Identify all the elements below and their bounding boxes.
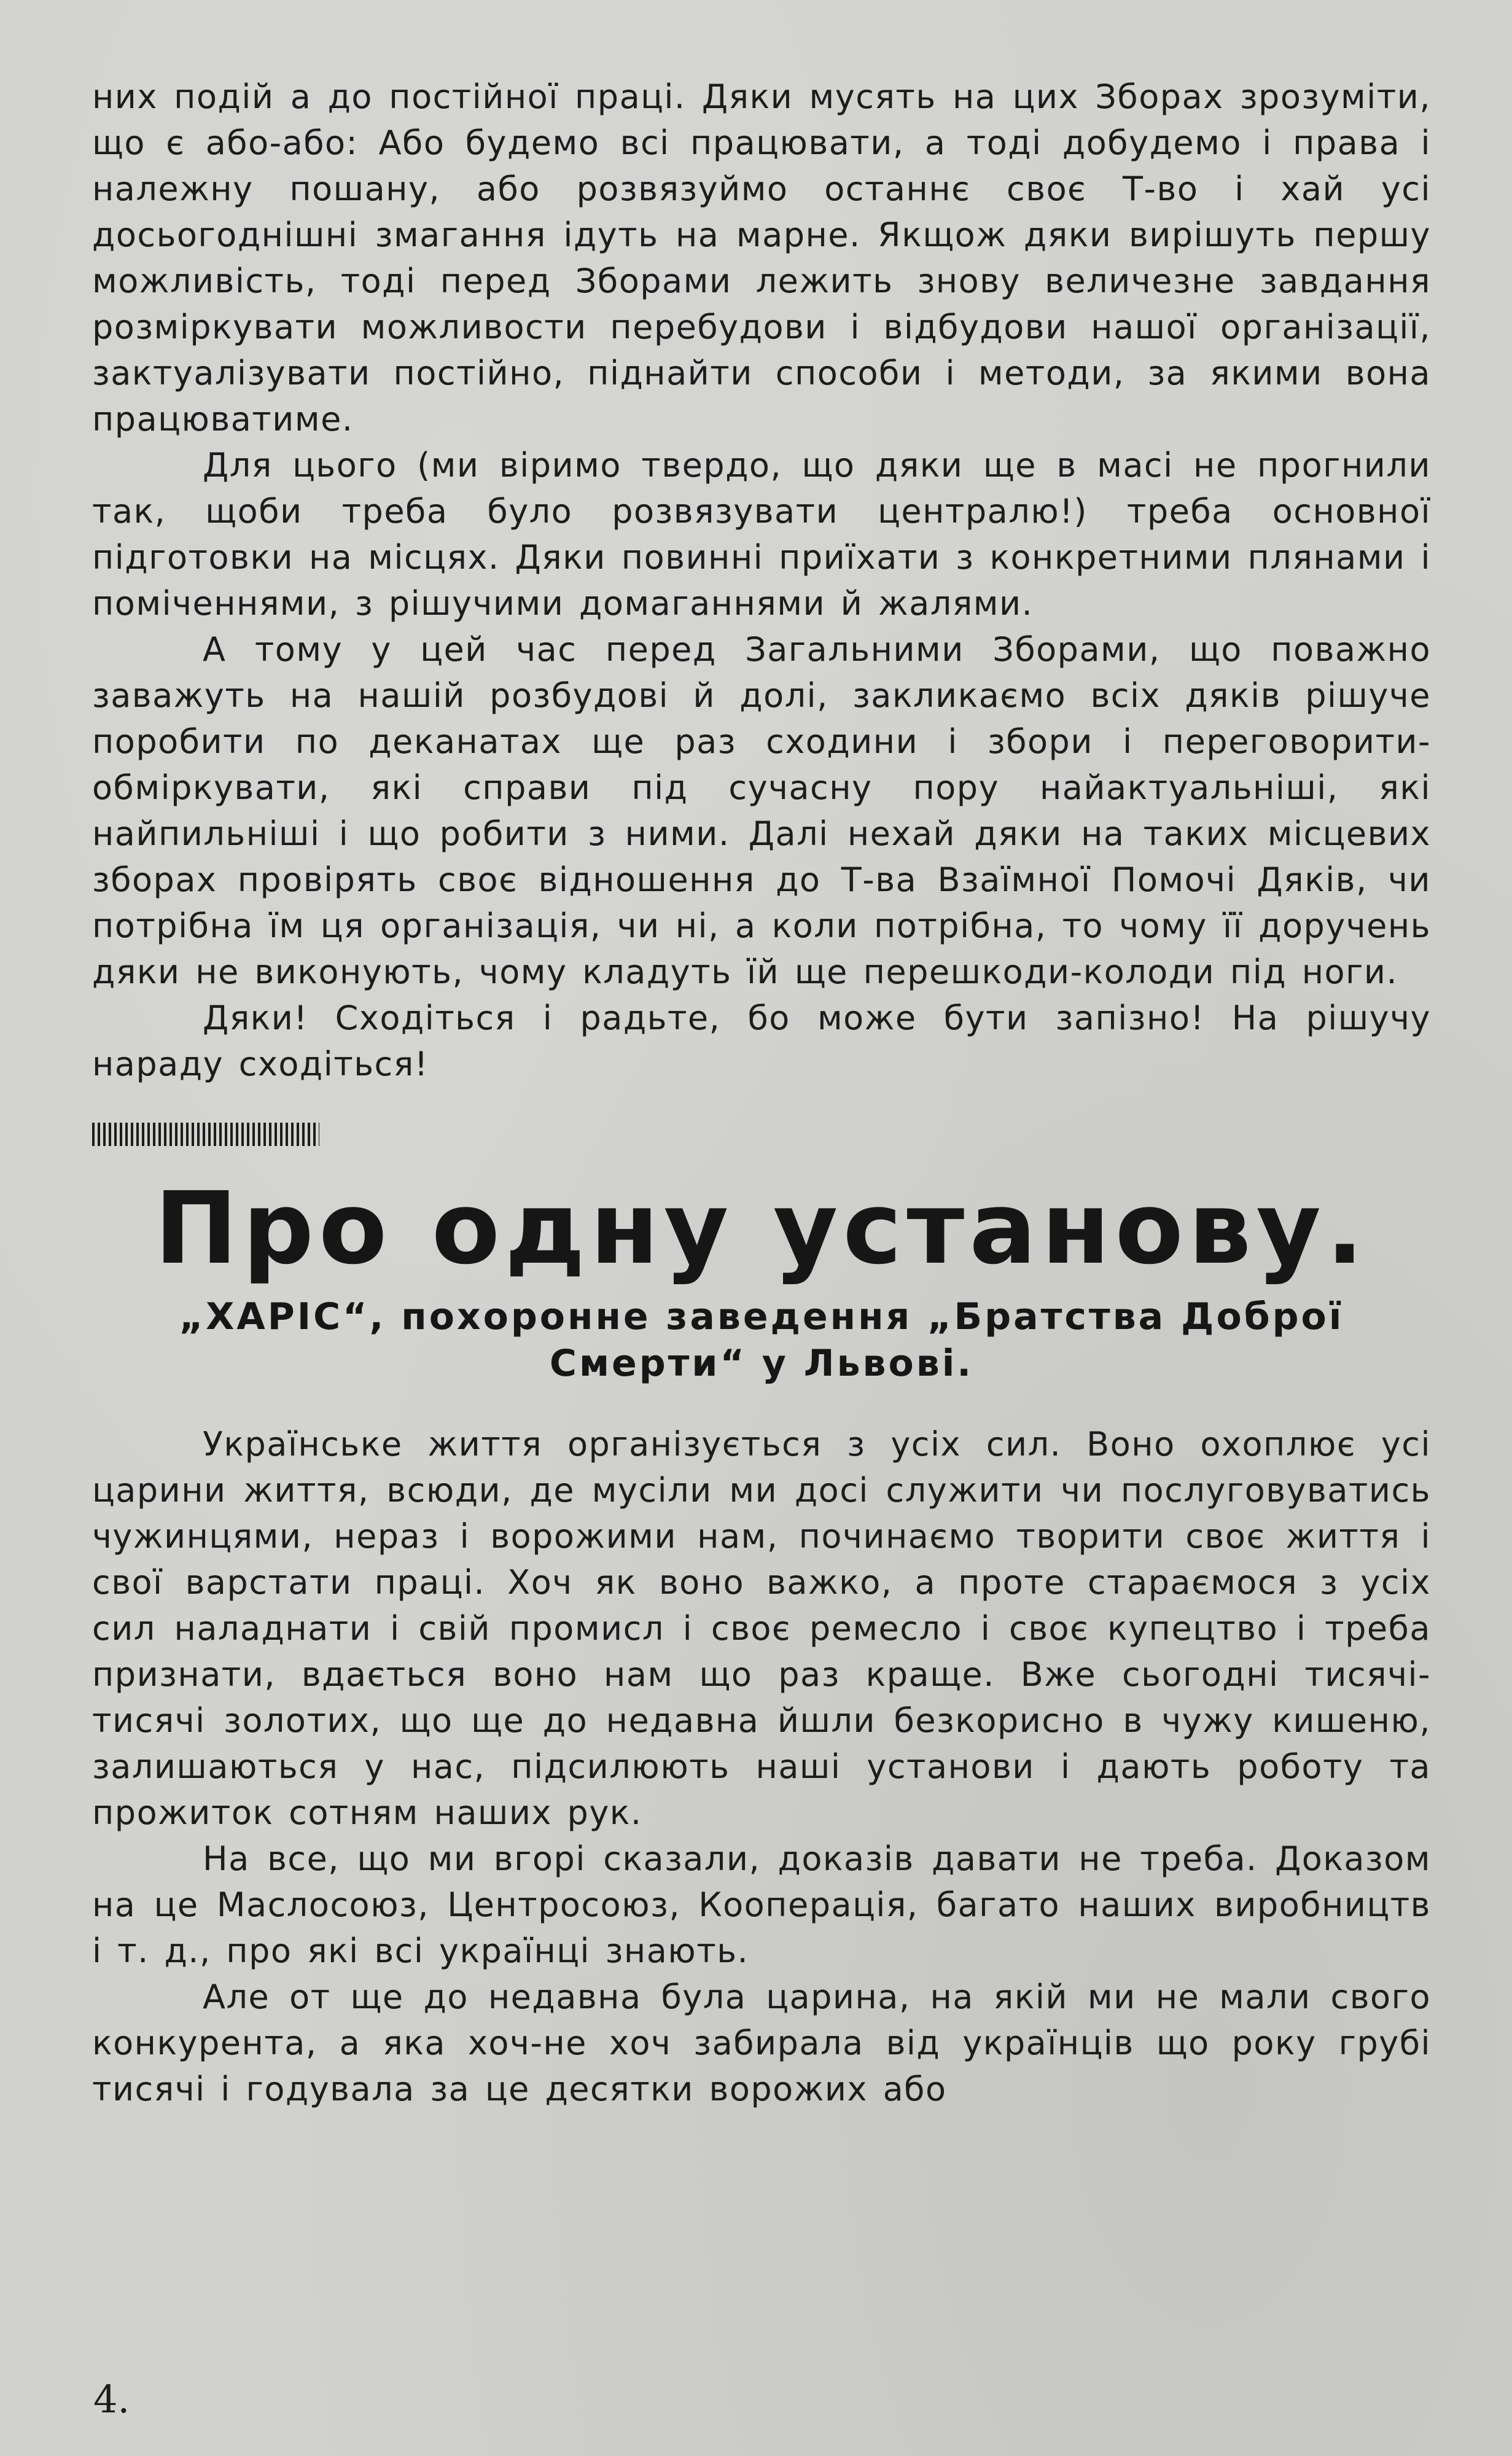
paragraph: Для цього (ми віримо твердо, що дяки ще в масі не прогнили так, щоби треба було розвязувати централю!) треба основної підготовки на місцях. Дяки повинні приїхати з конкретними плянами і поміченнями, з рішучими домаганнями й жалями.	[92, 446, 1431, 623]
article-title: Про одну установу.	[154, 1171, 1369, 1287]
paragraph: А тому у цей час перед Загальними Зборами, що поважно заважуть на нашій розбудові й долі, закликаємо всіх дяків рішуче поробити по деканатах ще раз сходини і збори і переговорити-обміркувати, які справи під сучасну пору найактуальніші, які найпильніші і що робити з ними. Далі нехай дяки на таких місцевих зборах провірять своє відношення до Т-ва Взаїмної Помочі Дяків, чи потрібна їм ця організація, чи ні, а коли потрібна, то чому її доручень дяки не виконують, чому кладуть їй ще перешкоди-колоди під ноги.	[92, 630, 1431, 991]
section-divider	[92, 1123, 319, 1146]
paragraph: них подій а до постійної праці. Дяки мусять на цих Зборах зрозуміти, що є або-або: Або будемо всі працювати, а тоді добудемо і права і належну пошану, або розвязуймо останнє своє Т-во і хай усі досьогоднішні змагання ідуть на марне. Якщож дяки вирішуть першу можливість, тоді перед Зборами лежить знову величезне завдання розміркувати можливости перебудови і відбудови нашої організації, зактуалізувати постійно, піднайти способи і методи, за якими вона працюватиме.	[92, 77, 1431, 439]
article-subtitle: „ХАРІС“, похоронне заведення „Братства Доброї Смерти“ у Львові.	[179, 1295, 1344, 1385]
paragraph: На все, що ми вгорі сказали, доказів давати не треба. Доказом на це Маслосоюз, Центросоюз, Кооперація, багато наших виробництв і т. д., про які всі українці знають.	[92, 1839, 1431, 1970]
paragraph: Українське життя організується з усіх сил. Воно охоплює усі царини життя, всюди, де мусіли ми досі служити чи послуговуватись чужинцями, нераз і ворожими нам, починаємо творити своє життя і свої варстати праці. Хоч як воно важко, а проте стараємося з усіх сил наладнати і свій промисл і своє ремесло і своє купецтво і треба признати, вдається воно нам що раз краще. Вже сьогодні тисячі-тисячі золотих, що ще до недавна йшли безкорисно в чужу кишеню, залишаються у нас, підсилюють наші установи і дають роботу та прожиток сотням наших рук.	[92, 1425, 1431, 1832]
paragraph: Але от ще до недавна була царина, на якій ми не мали свого конкурента, а яка хоч-не хоч забирала від українців що року грубі тисячі і годувала за це десятки ворожих або	[92, 1978, 1431, 2108]
page-number: 4.	[93, 2377, 130, 2422]
text-column	[92, 74, 1431, 2112]
paragraph: Дяки! Сходіться і радьте, бо може бути запізно! На рішучу нараду сходіться!	[92, 999, 1431, 1083]
